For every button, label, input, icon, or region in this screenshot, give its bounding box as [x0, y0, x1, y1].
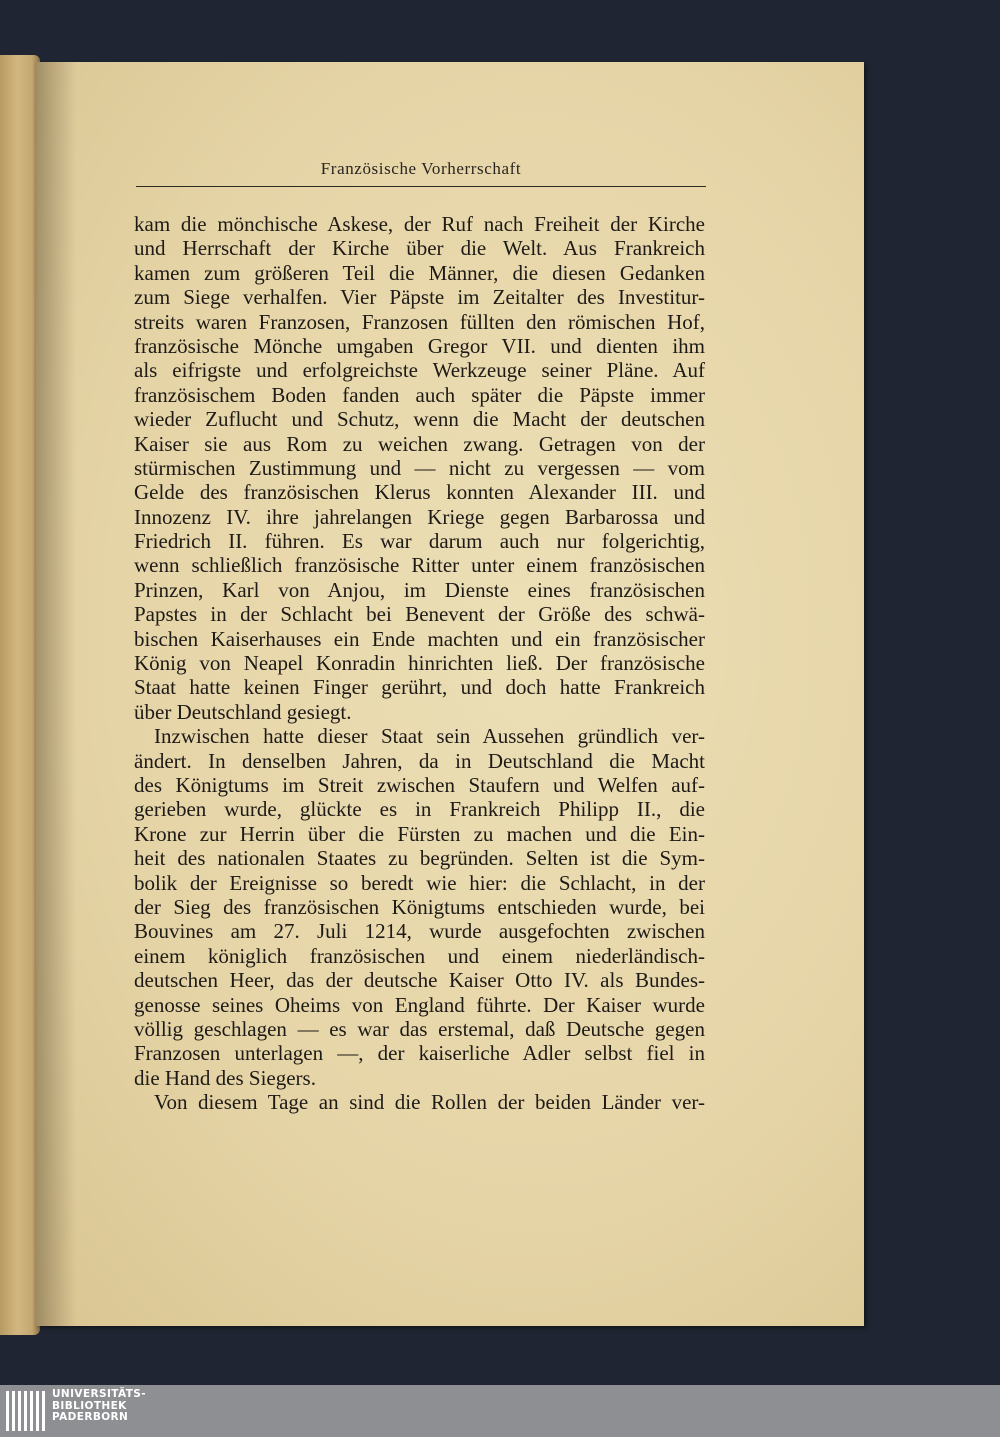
text-line: Franzosen unterlagen —, der kaiserliche Adler selbst fiel in	[134, 1041, 705, 1066]
text-line: Bouvines am 27. Juli 1214, wurde ausgefochten zwischen	[134, 919, 705, 944]
left-page-edge	[0, 55, 40, 1335]
text-line: bolik der Ereignisse so beredt wie hier: die Schlacht, in der	[134, 870, 705, 895]
text-line: Kaiser sie aus Rom zu weichen zwang. Getragen von der	[134, 431, 705, 456]
text-line: Prinzen, Karl von Anjou, im Dienste eines französischen	[134, 577, 705, 602]
book-page	[36, 62, 864, 1326]
text-line: Innozenz IV. ihre jahrelangen Kriege gegen Barbarossa und	[134, 504, 705, 529]
text-line: Von diesem Tage an sind die Rollen der beiden Länder ver-	[154, 1090, 705, 1115]
text-line: kamen zum größeren Teil die Männer, die diesen Gedanken	[134, 260, 705, 285]
text-line: Gelde des französischen Klerus konnten Alexander III. und	[134, 480, 705, 505]
text-line: bischen Kaiserhauses ein Ende machten und ein französischer	[134, 626, 705, 651]
text-line: einem königlich französischen und einem niederländisch-	[134, 943, 705, 968]
page-gutter-shadow	[36, 62, 76, 1326]
text-line: Staat hatte keinen Finger gerührt, und doch hatte Frankreich	[134, 675, 705, 700]
library-logo-text	[52, 1389, 146, 1424]
text-line: ändert. In denselben Jahren, da in Deutschland die Macht	[134, 748, 705, 773]
library-footer-bar	[0, 1385, 1000, 1437]
text-line: der Sieg des französischen Königtums entschieden wurde, bei	[134, 894, 705, 919]
text-line: Krone zur Herrin über die Fürsten zu machen und die Ein-	[134, 821, 705, 846]
text-line: heit des nationalen Staates zu begründen. Selten ist die Sym-	[134, 846, 705, 871]
text-line: die Hand des Siegers.	[134, 1065, 316, 1090]
text-line: gerieben wurde, glückte es in Frankreich Philipp II., die	[134, 797, 705, 822]
text-line: genosse seines Oheims von England führte. Der Kaiser wurde	[134, 992, 705, 1017]
logo-line: UNIVERSITÄTS-	[52, 1388, 147, 1400]
text-line: wenn schließlich französische Ritter unter einem französischen	[134, 553, 705, 578]
text-line: zum Siege verhalfen. Vier Päpste im Zeitalter des Investitur-	[134, 285, 705, 310]
running-head: Französische Vorherrschaft	[320, 159, 522, 178]
text-line: des Königtums im Streit zwischen Staufern und Welfen auf-	[134, 772, 705, 797]
text-line: Papstes in der Schlacht bei Benevent der Größe des schwä-	[134, 602, 705, 627]
text-line: über Deutschland gesiegt.	[134, 699, 352, 724]
text-line: als eifrigste und erfolgreichste Werkzeuge seiner Pläne. Auf	[134, 358, 705, 383]
library-logo-icon	[6, 1391, 46, 1431]
text-line: französischem Boden fanden auch später die Päpste immer	[134, 382, 705, 407]
text-line: stürmischen Zustimmung und — nicht zu vergessen — vom	[134, 455, 705, 480]
logo-line: PADERBORN	[52, 1411, 129, 1423]
text-line: und Herrschaft der Kirche über die Welt. Aus Frankreich	[134, 236, 705, 261]
text-line: wieder Zuflucht und Schutz, wenn die Macht der deutschen	[134, 407, 705, 432]
text-line: deutschen Heer, das der deutsche Kaiser Otto IV. als Bundes-	[134, 968, 705, 993]
text-line: kam die mönchische Askese, der Ruf nach Freiheit der Kirche	[134, 212, 705, 236]
text-line: Inzwischen hatte dieser Staat sein Aussehen gründlich ver-	[154, 724, 705, 749]
text-line: streits waren Franzosen, Franzosen füllten den römischen Hof,	[134, 309, 705, 334]
logo-line: BIBLIOTHEK	[52, 1399, 127, 1412]
text-line: König von Neapel Konradin hinrichten ließ. Der französische	[134, 651, 705, 676]
running-head-rule	[136, 186, 706, 187]
text-line: Friedrich II. führen. Es war darum auch nur folgerichtig,	[134, 529, 705, 554]
text-line: französische Mönche umgaben Gregor VII. und dienten ihm	[134, 333, 705, 358]
body-text	[134, 212, 705, 1114]
text-line: völlig geschlagen — es war das erstemal, daß Deutsche gegen	[134, 1016, 705, 1041]
